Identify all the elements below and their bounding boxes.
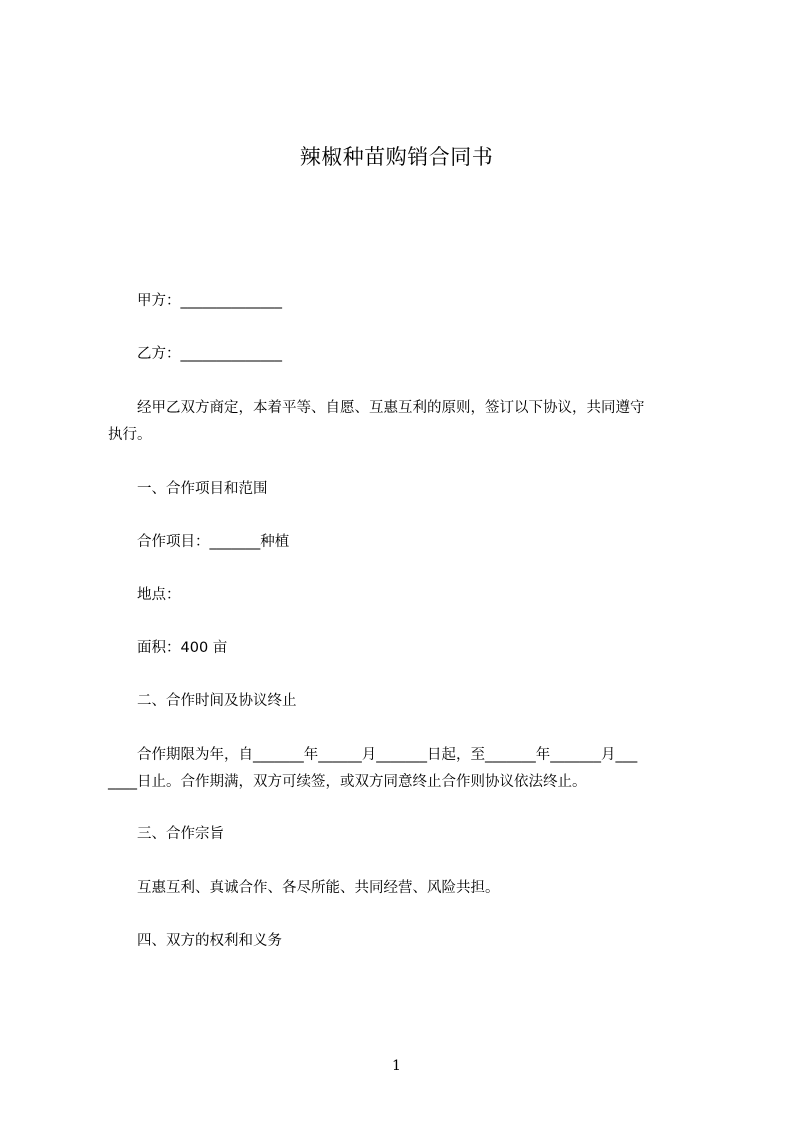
page-number: 1: [392, 1058, 401, 1074]
location-line: 地点：: [137, 587, 181, 603]
section-4-heading: 四、双方的权利和义务: [137, 933, 282, 949]
party-b-line: 乙方：______________: [137, 346, 282, 362]
section-3-heading: 三、合作宗旨: [137, 826, 224, 842]
project-line: 合作项目：_______种植: [137, 534, 290, 550]
area-line: 面积：400 亩: [137, 640, 228, 656]
intro-paragraph-line-1: 经甲乙双方商定，本着平等、自愿、互惠互利的原则，签订以下协议，共同遵守: [137, 400, 645, 416]
section-2-heading: 二、合作时间及协议终止: [137, 693, 297, 709]
purpose-line: 互惠互利、真诚合作、各尽所能、共同经营、风险共担。: [137, 880, 500, 896]
section-1-heading: 一、合作项目和范围: [137, 481, 268, 497]
party-a-line: 甲方：______________: [137, 293, 282, 309]
intro-paragraph-line-2: 执行。: [108, 427, 152, 443]
term-paragraph-line-2: ____日止。合作期满，双方可续签，或双方同意终止合作则协议依法终止。: [108, 774, 587, 790]
term-paragraph-line-1: 合作期限为年，自_______年______月_______日起，至_______年_______月___: [137, 747, 638, 763]
document-title: 辣椒种苗购销合同书: [299, 145, 494, 169]
